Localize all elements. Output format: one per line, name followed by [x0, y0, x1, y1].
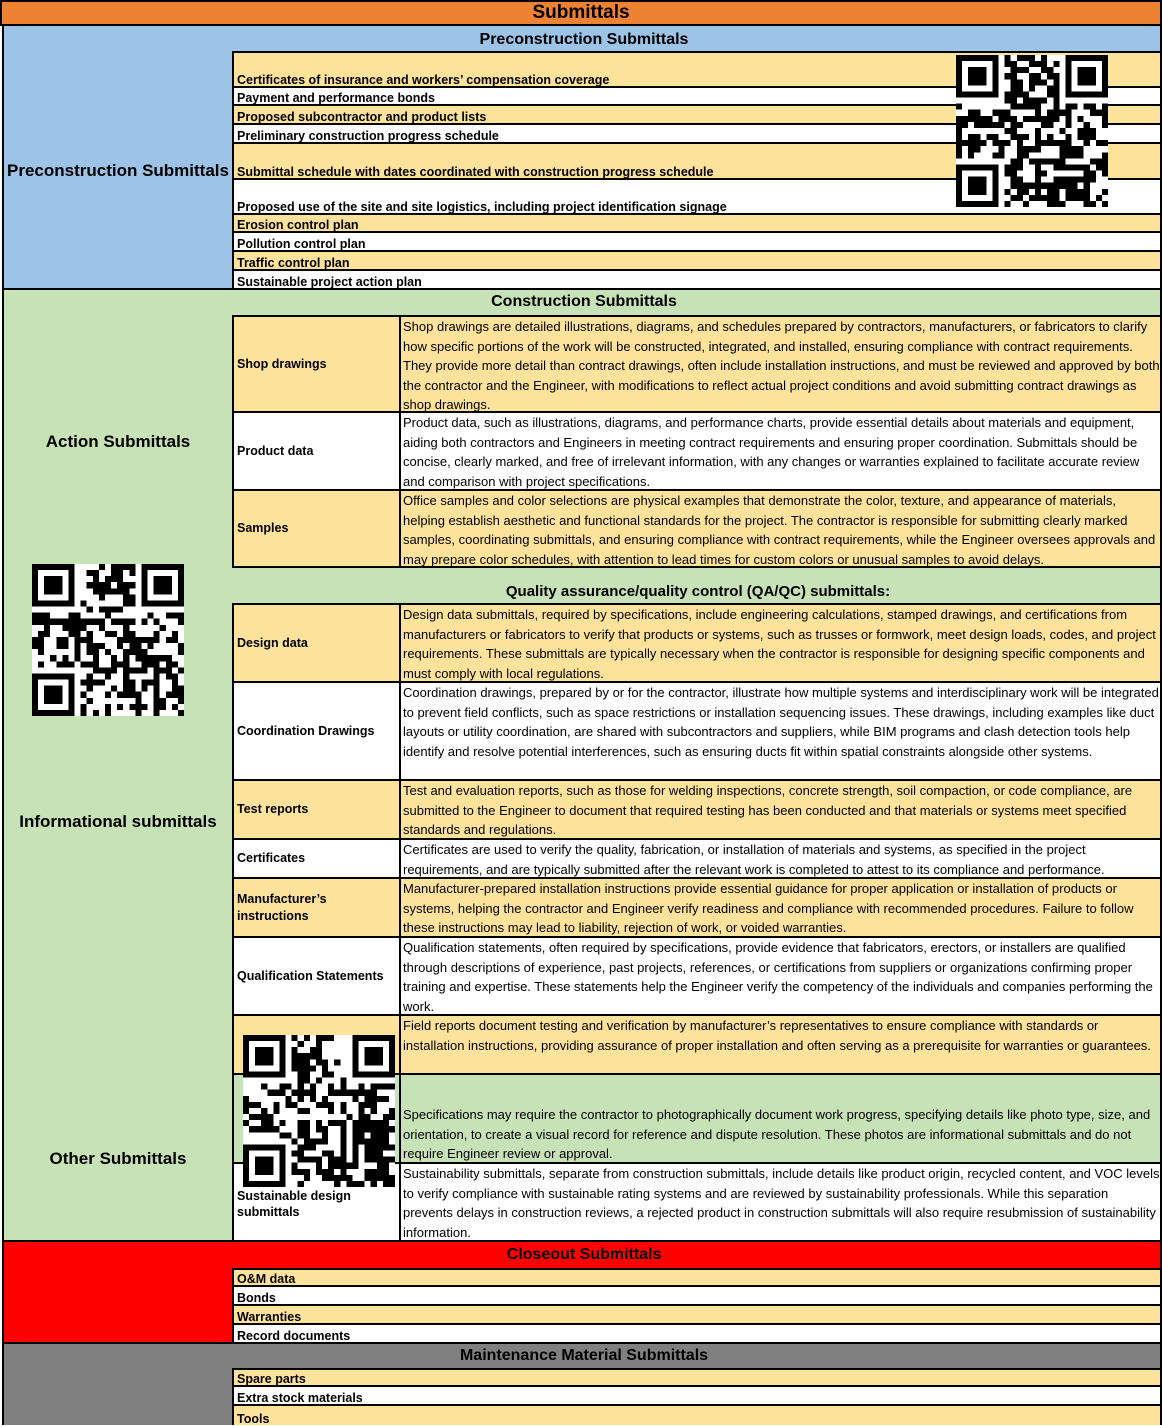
row-label-text: Shop drawings [237, 356, 327, 371]
list-item-text: Record documents [237, 1328, 351, 1343]
list-item-text: Extra stock materials [237, 1390, 363, 1405]
list-item-text: O&M data [237, 1271, 296, 1286]
list-item-text: Pollution control plan [237, 236, 366, 251]
row-label-text: Manufacturer’s instructions [237, 892, 327, 923]
qr-code-icon [32, 564, 184, 716]
row-label-text: Product data [237, 443, 314, 458]
list-item [232, 271, 1162, 290]
row-label-text: Sustainable design submittals [237, 1188, 351, 1219]
table-row-label [232, 838, 401, 879]
closeout-heading-text: Closeout Submittals [506, 1246, 662, 1263]
qa-qc-heading-text: Quality assurance/quality control (QA/QC) submittals: [505, 582, 891, 600]
table-row-label [232, 936, 401, 1016]
table-row-description [399, 1162, 1162, 1242]
row-description-text: Product data, such as illustrations, diagrams, and performance charts, provide essential details about materials and equipment, aiding both contractors and Engineers in meeting contract requirements and ensuring proper coordination. Submittals should be concise, clearly marked, and free of irrelevant information, with any changes or warranties explained to facilitate accurate review and comparison with project specifications. [403, 415, 1140, 489]
table-row-label [232, 681, 401, 781]
table-row-label [232, 877, 401, 938]
table-row-label [232, 489, 401, 568]
other-submittals-label [4, 1142, 232, 1176]
preconstruction-side-label-text: Preconstruction Submittals [7, 161, 229, 180]
row-description-text: Specifications may require the contractor to photographically document work progress, specifying details like photo type, size, and orientation, to create a visual record for reference and dispute resolution. These photos are informational submittals and do not require Engineer review or approval. [403, 1107, 1151, 1161]
table-row-description [399, 1014, 1162, 1075]
list-item [232, 1325, 1162, 1344]
table-row-description [399, 603, 1162, 683]
list-item-text: Preliminary construction progress schedule [237, 128, 499, 143]
construction-heading [234, 291, 934, 313]
row-description-text: Sustainability submittals, separate from construction submittals, include details like product origin, recycled content, and VOC levels to verify compliance with sustainable rating systems and are reviewed by sustainability professionals. While this separation prevents delays in construction reviews, a rejected product in construction submittals will also require resubmission of sustainability information. [403, 1166, 1160, 1240]
informational-submittals-label [4, 805, 232, 839]
list-item [232, 1268, 1162, 1287]
table-row-description [399, 936, 1162, 1016]
row-label-text: Samples [237, 521, 289, 536]
table-row-description [399, 315, 1162, 413]
other-submittals-label-text: Other Submittals [49, 1149, 187, 1168]
preconstruction-heading-text: Preconstruction Submittals [479, 31, 689, 48]
list-item-text: Proposed subcontractor and product lists [237, 109, 487, 124]
list-item-text: Erosion control plan [237, 217, 359, 232]
action-submittals-label-text: Action Submittals [45, 432, 191, 451]
table-row-description [399, 411, 1162, 491]
list-item-text: Sustainable project action plan [237, 274, 422, 289]
list-item [232, 1368, 1162, 1387]
table-row-label [232, 411, 401, 491]
preconstruction-side-label [4, 150, 232, 192]
table-row-description [399, 681, 1162, 781]
qa-qc-heading [234, 580, 1162, 602]
preconstruction-heading [234, 28, 934, 52]
row-description-text: Shop drawings are detailed illustrations, diagrams, and schedules prepared by contractors, manufacturers, or fabricators to clarify how specific portions of the work will be constructed, integrated, and installed, ensuring compliance with contract requirements. They provide more detail than contract drawings, often include installation instructions, and must be reviewed and approved by both the contractor and the Engineer, with modifications to reflect actual project conditions and avoid submitting contract drawings as shop drawings. [403, 319, 1160, 412]
list-item [232, 233, 1162, 252]
list-item [232, 1306, 1162, 1325]
closeout-heading [234, 1243, 934, 1267]
row-description-text: Design data submittals, required by specifications, include engineering calculations, stamped drawings, and certifications from manufacturers or fabricators to verify that products or systems, such as trusses or formwork, meet design loads, codes, and project requirements. These submittals are typically necessary when the contractor is responsible for designing specific components and must comply with local regulations. [403, 607, 1156, 681]
maintenance-heading-text: Maintenance Material Submittals [459, 1347, 709, 1364]
table-row-description [399, 1073, 1162, 1164]
table-row-description [399, 838, 1162, 879]
action-submittals-label [4, 425, 232, 459]
row-description-text: Qualification statements, often required by specifications, provide evidence that fabricators, erectors, or installers are qualified through descriptions of experience, past projects, references, or certifications from suppliers or organizations confirming proper training and expertise. These statements help the Engineer verify the competency of the individuals and companies performing the work. [403, 940, 1153, 1014]
row-label-text: Qualification Statements [237, 968, 384, 983]
qr-code-icon [956, 55, 1108, 207]
list-item [232, 252, 1162, 271]
table-row-label [232, 315, 401, 413]
list-item-text: Proposed use of the site and site logistics, including project identification signage [237, 199, 727, 214]
table-row-description [399, 877, 1162, 938]
list-item-text: Payment and performance bonds [237, 90, 435, 105]
list-item-text: Traffic control plan [237, 255, 350, 270]
list-item [232, 1287, 1162, 1306]
maintenance-heading [234, 1344, 934, 1368]
row-description-text: Manufacturer-prepared installation instructions provide essential guidance for proper application or installation of products or systems, helping the contractor and Engineer verify readiness and compliance with recommended procedures. Failure to follow these instructions may lead to liability, rejection of work, or voided warranties. [403, 881, 1134, 935]
list-item-text: Certificates of insurance and workers’ compensation coverage [237, 72, 610, 87]
qr-code-icon [243, 1035, 395, 1187]
row-description-text: Certificates are used to verify the quality, fabrication, or installation of materials and systems, as specified in the project requirements, and are typically submitted after the relevant work is completed to attest to its compliance and performance. [403, 842, 1105, 877]
row-description-text: Coordination drawings, prepared by or for the contractor, illustrate how multiple systems and interdisciplinary work will be integrated to prevent field conflicts, such as space restrictions or installation sequencing issues. These drawings, including examples like duct layouts or utility coordination, are shared with subcontractors and suppliers, while BIM programs and clash detection tools help identify and resolve potential interferences, such as ensuring ducts fit within spatial constraints alongside other systems. [403, 685, 1159, 759]
row-description-text: Office samples and color selections are physical examples that demonstrate the color, texture, and appearance of materials, helping establish aesthetic and functional standards for the project. The contractor is responsible for submitting clearly marked samples, coordinating submittals, and ensuring compliance with contract requirements, while the Engineer oversees approvals and may prepare color schedules, with attention to lead times for custom colors or unusual samples to avoid delays. [403, 493, 1156, 567]
row-description-text: Test and evaluation reports, such as those for welding inspections, concrete strength, soil compaction, or code compliance, are submitted to the Engineer to document that required testing has been conducted and that materials or systems meet specified standards and regulations. [403, 783, 1133, 837]
row-label-text: Design data [237, 635, 308, 650]
row-label-text: Test reports [237, 802, 309, 817]
list-item-text: Spare parts [237, 1371, 306, 1386]
table-row-description [399, 779, 1162, 840]
row-label-text: Coordination Drawings [237, 723, 375, 738]
list-item-text: Submittal schedule with dates coordinated with construction progress schedule [237, 164, 714, 179]
list-item-text: Tools [237, 1411, 270, 1426]
table-row-description [399, 489, 1162, 568]
page-title-text: Submittals [532, 2, 630, 23]
table-row-label [232, 603, 401, 683]
list-item [232, 1387, 1162, 1406]
list-item-text: Warranties [237, 1309, 302, 1324]
construction-heading-text: Construction Submittals [491, 293, 677, 310]
table-row-label [232, 779, 401, 840]
row-description-text: Field reports document testing and verification by manufacturer’s representatives to ensure compliance with standards or installation instructions, providing assurance of proper installation and often serving as a prerequisite for warranties or guarantees. [403, 1018, 1151, 1053]
list-item [232, 1406, 1162, 1425]
list-item [232, 215, 1162, 233]
informational-submittals-label-text: Informational submittals [19, 812, 217, 831]
list-item-text: Bonds [237, 1290, 276, 1305]
row-label-text: Certificates [237, 851, 306, 866]
page-title [0, 0, 1162, 26]
